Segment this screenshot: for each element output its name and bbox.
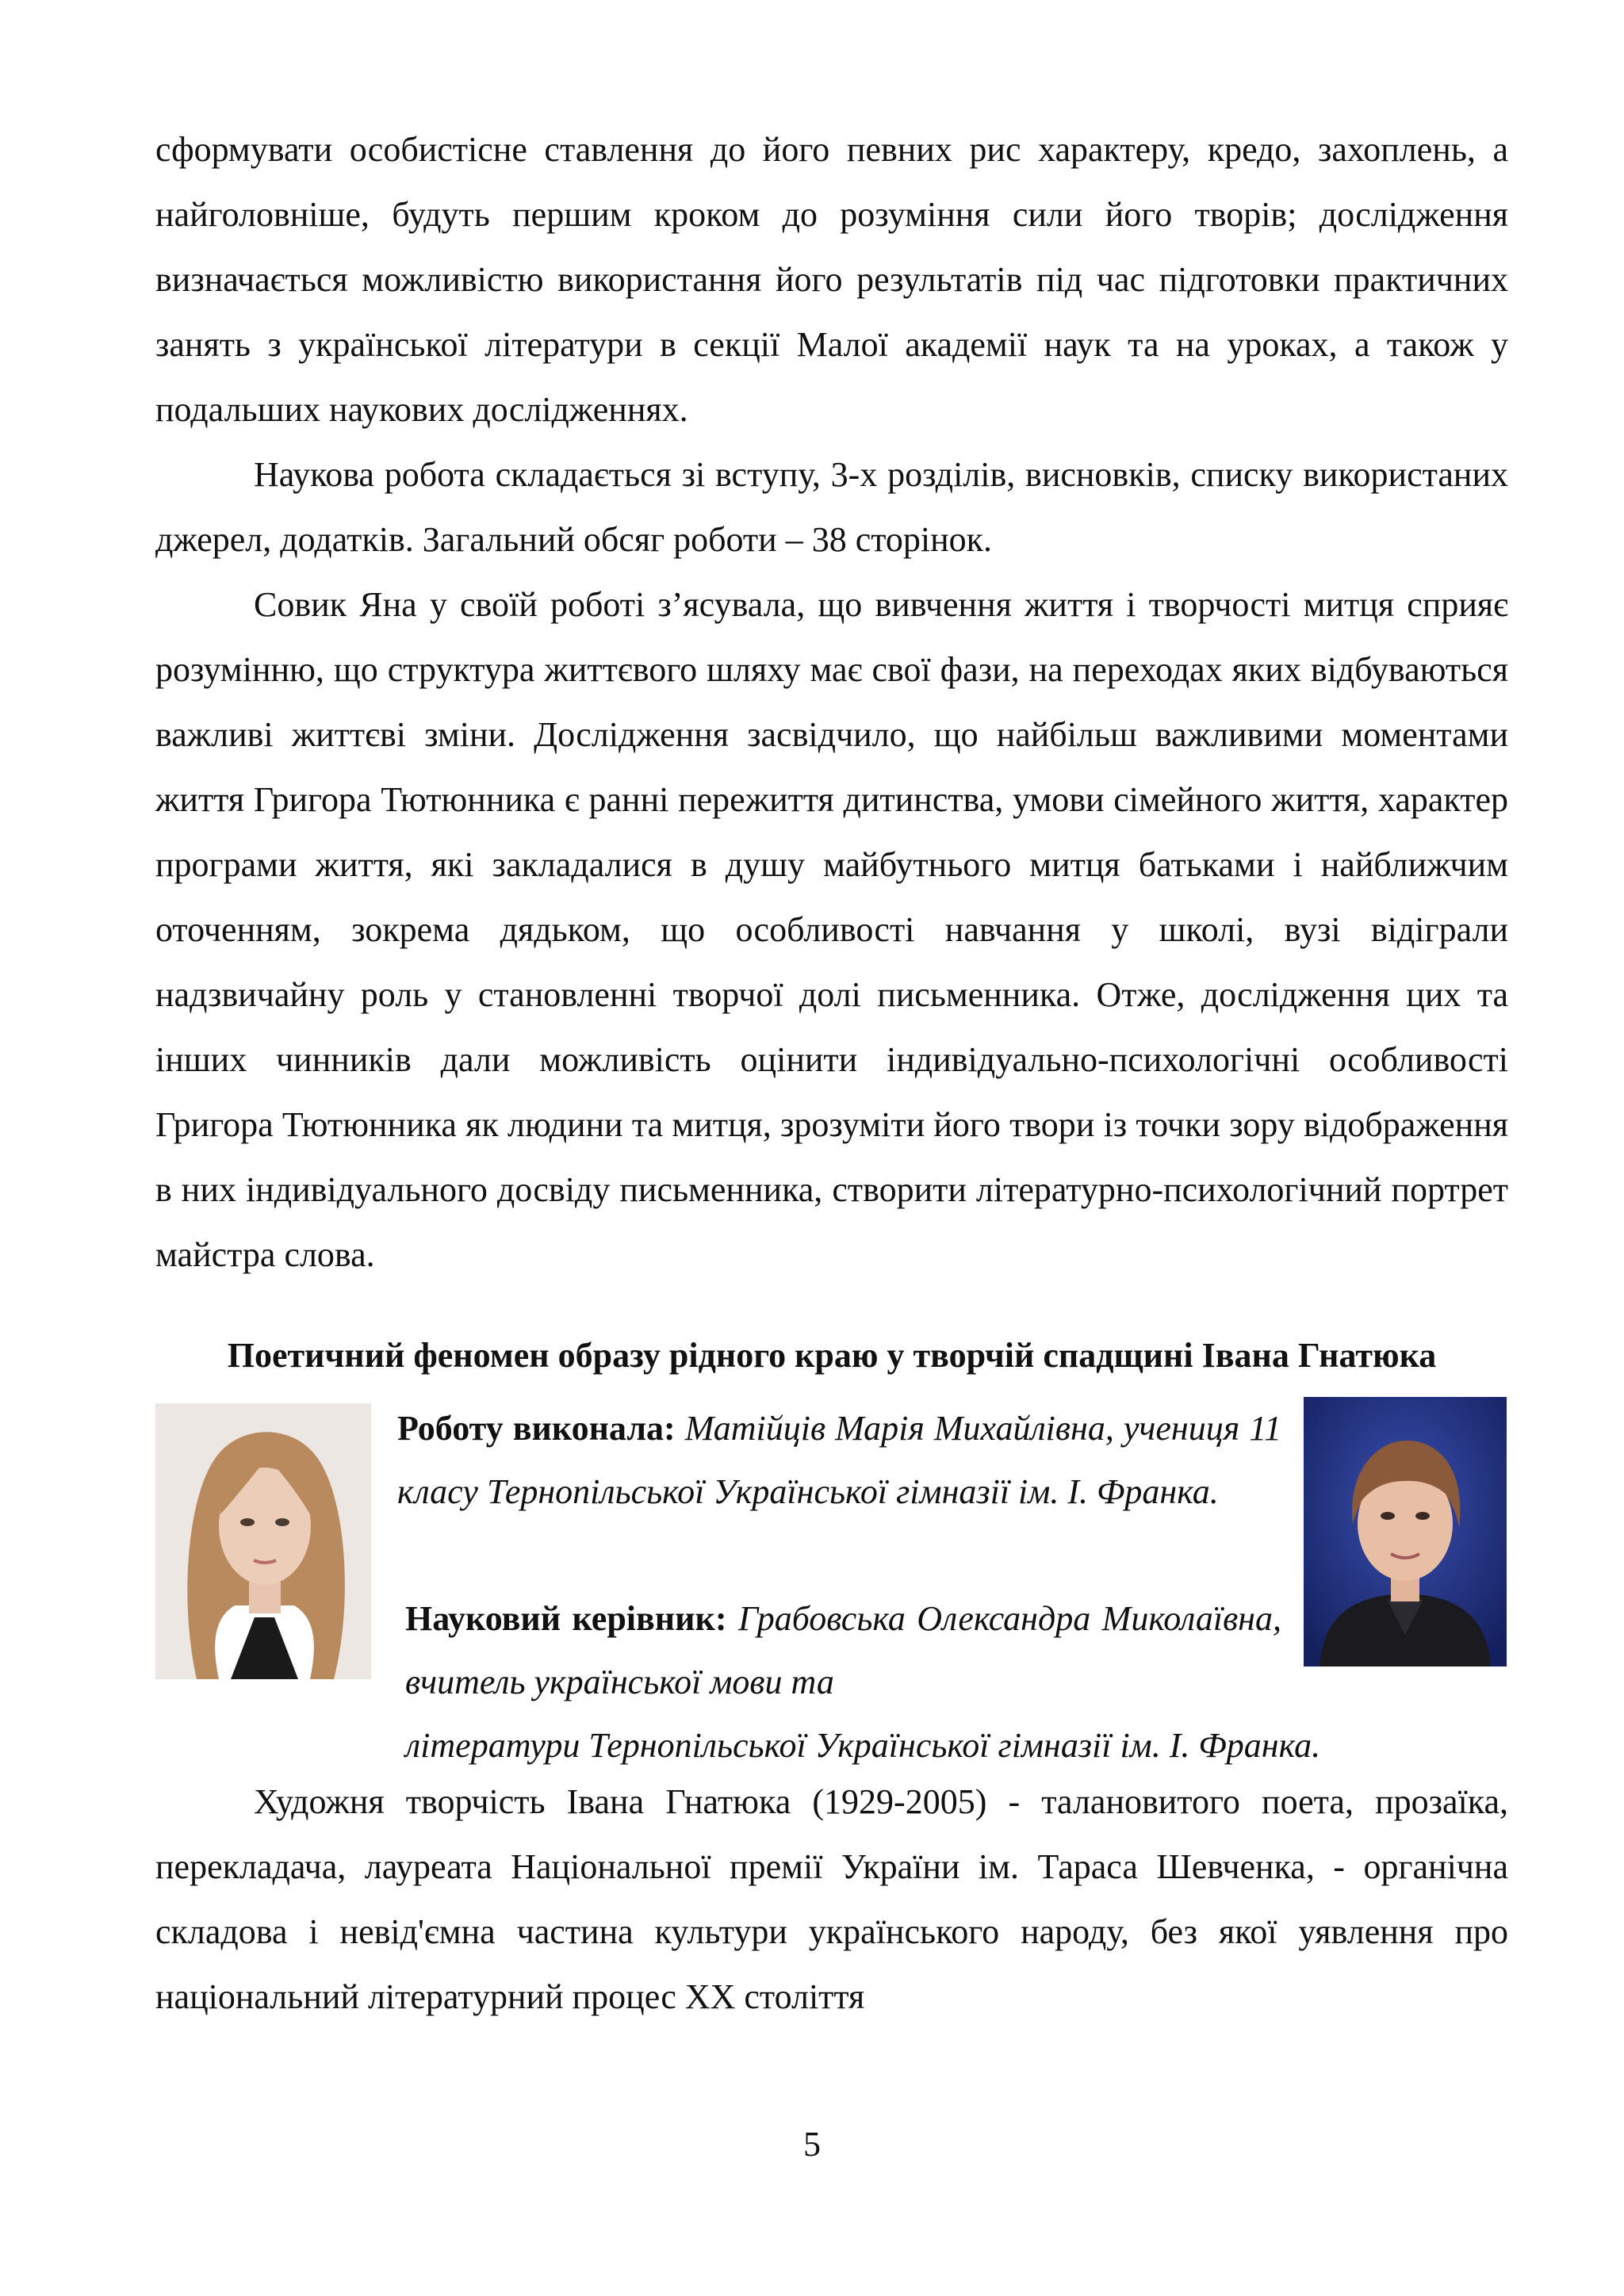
advisor-value: Грабовська Олександра Миколаївна, вчитель української мови та [405,1599,1281,1701]
author-credit [397,1397,1281,1524]
page-content [155,117,1508,2030]
author-value: Матійців Марія Михайлівна, учениця 11 класу Тернопільської Української гімназії ім. І. Франка. [397,1409,1281,1511]
section-title: Поетичний феномен образу рідного краю у творчій спадщині Івана Гнатюка [227,1336,1437,1375]
student-portrait-image [155,1403,371,1679]
advisor-tail: літератури Тернопільської Української гімназії ім. І. Франка. [405,1726,1321,1765]
findings-paragraph: Совик Яна у своїй роботі з’ясувала, що вивчення життя і творчості митця сприяє розумінню, що структура життєвого шляху має свої фази, на переходах яких відбуваються важливі життєві зміни. Дослідження засвідчило, що найбільш важливими моментами життя Григора Тютюнника є ранні пережиття дитинства, умови сімейного життя, характер програми життя, які закладалися в душу майбутнього митця батьками і найближчим оточенням, зокрема дядьком, що особливості навчання у школі, вузі відіграли надзвичайну роль у становленні творчої долі письменника. Отже, дослідження цих та інших чинників дали можливість оцінити індивідуально-психологічні особливості Григора Тютюнника як людини та митця, зрозуміти його твори із точки зору відображення в них індивідуального досвіду письменника, створити літературно-психологічний портрет майстра слова. [155,585,1508,1274]
advisor-portrait-image [1304,1397,1507,1667]
advisor-credit [405,1587,1281,1714]
advisor-photo [1304,1397,1507,1667]
intro-paragraph: сформувати особистісне ставлення до його певних рис характеру, кредо, захоплень, а найголовніше, будуть першим кроком до розуміння сили його творів; дослідження визначається можливістю використання його результатів під час підготовки практичних занять з української літератури в секції Малої академії наук та на уроках, а також у подальших наукових дослідженнях. [155,130,1508,429]
authors-block [155,1397,1508,1770]
closing-paragraph: Художня творчість Івана Гнатюка (1929-2005) - талановитого поета, прозаїка, перекладача, лауреата Національної премії України ім. Тараса Шевченка, - органічна складова і невід'ємна частина культури українського народу, без якої уявлення про національний літературний процес XX століття [155,1782,1508,2016]
structure-paragraph: Наукова робота складається зі вступу, 3-х розділів, висновків, списку використаних джерел, додатків. Загальний обсяг роботи – 38 сторінок. [155,455,1508,559]
page-number: 5 [803,2125,821,2164]
student-photo [155,1403,371,1679]
author-label: Роботу виконала: [397,1409,676,1448]
advisor-label: Науковий керівник: [405,1599,727,1638]
